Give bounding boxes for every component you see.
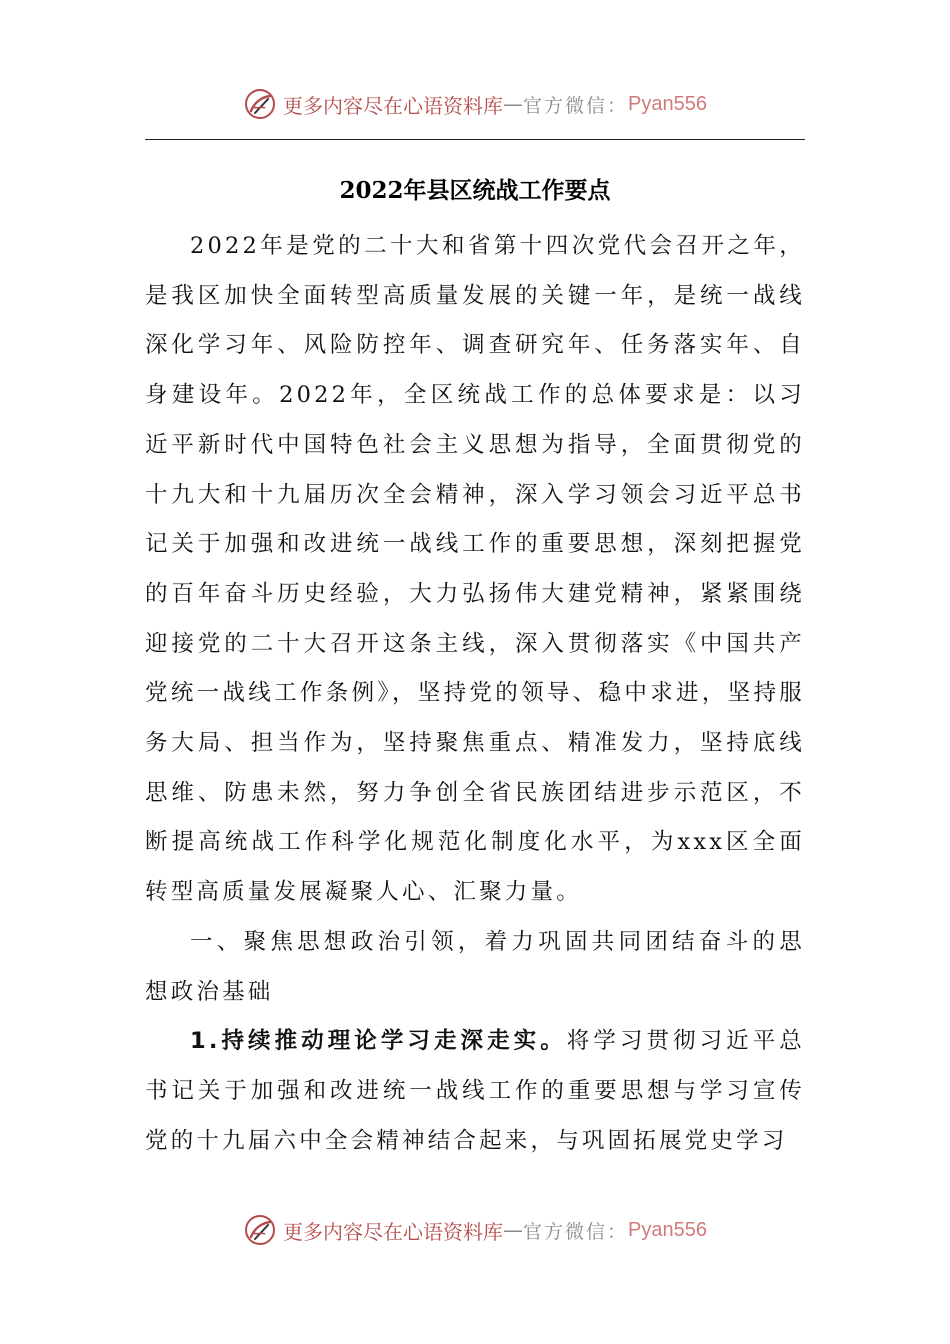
item-text-1: 将学习贯彻习近平总书记关于加强和改进统一战线工作的重要思想与学习宣传党的十九届六中全会精神结合起来，与巩固拓展党史学习 <box>145 1028 805 1154</box>
watermark-brand: 更多内容尽在心语资料库 <box>283 1219 503 1244</box>
watermark-separator: — <box>503 92 523 116</box>
watermark-brand: 更多内容尽在心语资料库 <box>283 93 503 118</box>
watermark-wechat-label: 官方微信： <box>523 94 629 117</box>
item-paragraph-1 <box>145 1017 805 1166</box>
pen-swirl-icon <box>243 87 277 121</box>
watermark-wechat-id: Pyan556 <box>628 92 707 115</box>
header-watermark <box>0 84 950 124</box>
watermark-wechat-label: 官方微信： <box>523 1220 629 1243</box>
footer-watermark <box>0 1210 950 1250</box>
document-body <box>145 222 805 1166</box>
watermark-wechat-id: Pyan556 <box>628 1218 707 1241</box>
item-lead-1: 1.持续推动理论学习走深走实。 <box>190 1028 567 1055</box>
watermark-separator: — <box>503 1218 523 1242</box>
section-heading-1: 一、聚焦思想政治引领，着力巩固共同团结奋斗的思想政治基础 <box>145 928 805 1005</box>
intro-paragraph: 2022年是党的二十大和省第十四次党代会召开之年，是我区加快全面转型高质量发展的关键一年，是统一战线深化学习年、风险防控年、调查研究年、任务落实年、自身建设年。2022年，全区统战工作的总体要求是：以习近平新时代中国特色社会主义思想为指导，全面贯彻党的十九大和十九届历次全会精神，深入学习领会习近平总书记关于加强和改进统一战线工作的重要思想，深刻把握党的百年奋斗历史经验，大力弘扬伟大建党精神，紧紧围绕迎接党的二十大召开这条主线，深入贯彻落实《中国共产党统一战线工作条例》，坚持党的领导、稳中求进，坚持服务大局、担当作为，坚持聚焦重点、精准发力，坚持底线思维、防患未然，努力争创全省民族团结进步示范区，不断提高统战工作科学化规范化制度化水平，为xxx区全面转型高质量发展凝聚人心、汇聚力量。 <box>145 233 805 906</box>
header-divider <box>145 139 805 140</box>
pen-swirl-icon <box>243 1213 277 1247</box>
document-title: 2022年县区统战工作要点 <box>339 177 611 204</box>
